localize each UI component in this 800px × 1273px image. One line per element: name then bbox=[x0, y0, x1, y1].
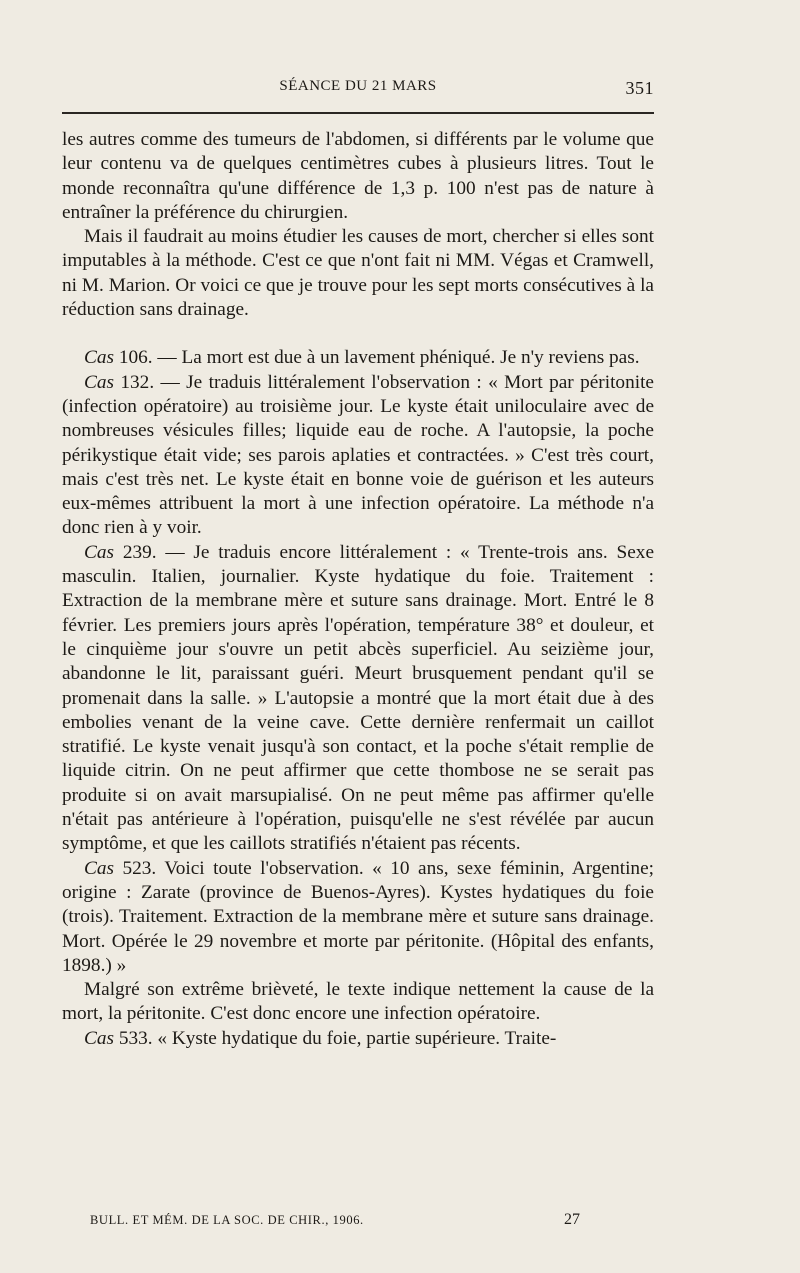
paragraph: Malgré son extrême brièveté, le texte indique nettement la cause de la mort, la péritonite. C'est donc encore une infection opératoire. bbox=[62, 979, 654, 1025]
case-paragraph: Cas 533. « Kyste hydatique du foie, partie supérieure. Traite- bbox=[84, 1027, 557, 1049]
case-paragraph: Cas 106. — La mort est due à un lavement phéniqué. Je n'y reviens pas. bbox=[84, 347, 640, 369]
running-header bbox=[62, 78, 654, 102]
header-title: SÉANCE DU 21 MARS bbox=[279, 78, 437, 94]
case-label: Cas bbox=[84, 371, 115, 393]
header-rule bbox=[62, 112, 654, 114]
page-number: 351 bbox=[625, 78, 654, 98]
case-label: Cas bbox=[84, 347, 115, 369]
case-label: Cas bbox=[84, 1027, 115, 1049]
case-paragraph: Cas 523. Voici toute l'observation. « 10 ans, sexe féminin, Argentine; origine : Zarate (province de Buenos-Ayres). Kystes hydatiques du foie (trois). Traitement. Extraction de la membrane mère et suture sans drainage. Mort. Opérée le 29 novembre et morte par péritonite. (Hôpital des enfants, 1898.) » bbox=[62, 857, 654, 976]
case-label: Cas bbox=[84, 857, 115, 879]
paragraph: Mais il faudrait au moins étudier les causes de mort, chercher si elles sont imputables à la méthode. C'est ce que n'ont fait ni MM. Végas et Cramwell, ni M. Marion. Or voici ce que je trouve pour les sept morts consécutives à la réduction sans drainage. bbox=[62, 226, 654, 321]
case-paragraph: Cas 132. — Je traduis littéralement l'observation : « Mort par péritonite (infection opératoire) au troisième jour. Le kyste était uniloculaire avec de nombreuses vésicules filles; liquide eau de roche. A l'autopsie, la poche périkystique était vide; ses parois aplaties et contractées. » C'est très court, mais c'est très net. Le kyste était en bonne voie de guérison et les auteurs eux-mêmes attribuent la mort à une infection opératoire. La méthode n'a donc rien à y voir. bbox=[62, 371, 654, 539]
signature-mark: 27 bbox=[564, 1211, 580, 1228]
page-footer bbox=[90, 1213, 580, 1228]
case-paragraph: Cas 239. — Je traduis encore littéralement : « Trente-trois ans. Sexe masculin. Italien, journalier. Kyste hydatique du foie. Traitement : Extraction de la membrane mère et suture sans drainage. Mort. Entré le 8 février. Les premiers jours après l'opération, température 38° et douleur, et le cinquième jour s'ouvre un petit abcès superficiel. Au seizième jour, abandonne le lit, paraissant guéri. Meurt brusquement pendant qu'il se promenait dans la salle. » L'autopsie a montré que la mort était due à des embolies venant de la veine cave. Cette dernière renfermait un caillot stratifié. Le kyste venait jusqu'à son contact, et la poche s'était remplie de liquide citrin. On ne peut affirmer que cette thombose ne se serait pas produite si on avait marsupialisé. On ne peut même pas affirmer qu'elle n'était pas antérieure à l'opération, puisqu'elle ne s'est révélée par aucun symptôme, et que les caillots stratifiés n'étaient pas récents. bbox=[62, 541, 655, 855]
paragraph: les autres comme des tumeurs de l'abdomen, si différents par le volume que leur contenu va de quelques centimètres cubes à plusieurs litres. Tout le monde reconnaîtra qu'une différence de 1,3 p. 100 n'est pas de nature à entraîner la préférence du chirurgien. bbox=[62, 129, 654, 223]
footer-journal: BULL. ET MÉM. DE LA SOC. DE CHIR., 1906. bbox=[90, 1213, 364, 1227]
case-label: Cas bbox=[84, 541, 115, 563]
body-text bbox=[62, 128, 654, 1051]
